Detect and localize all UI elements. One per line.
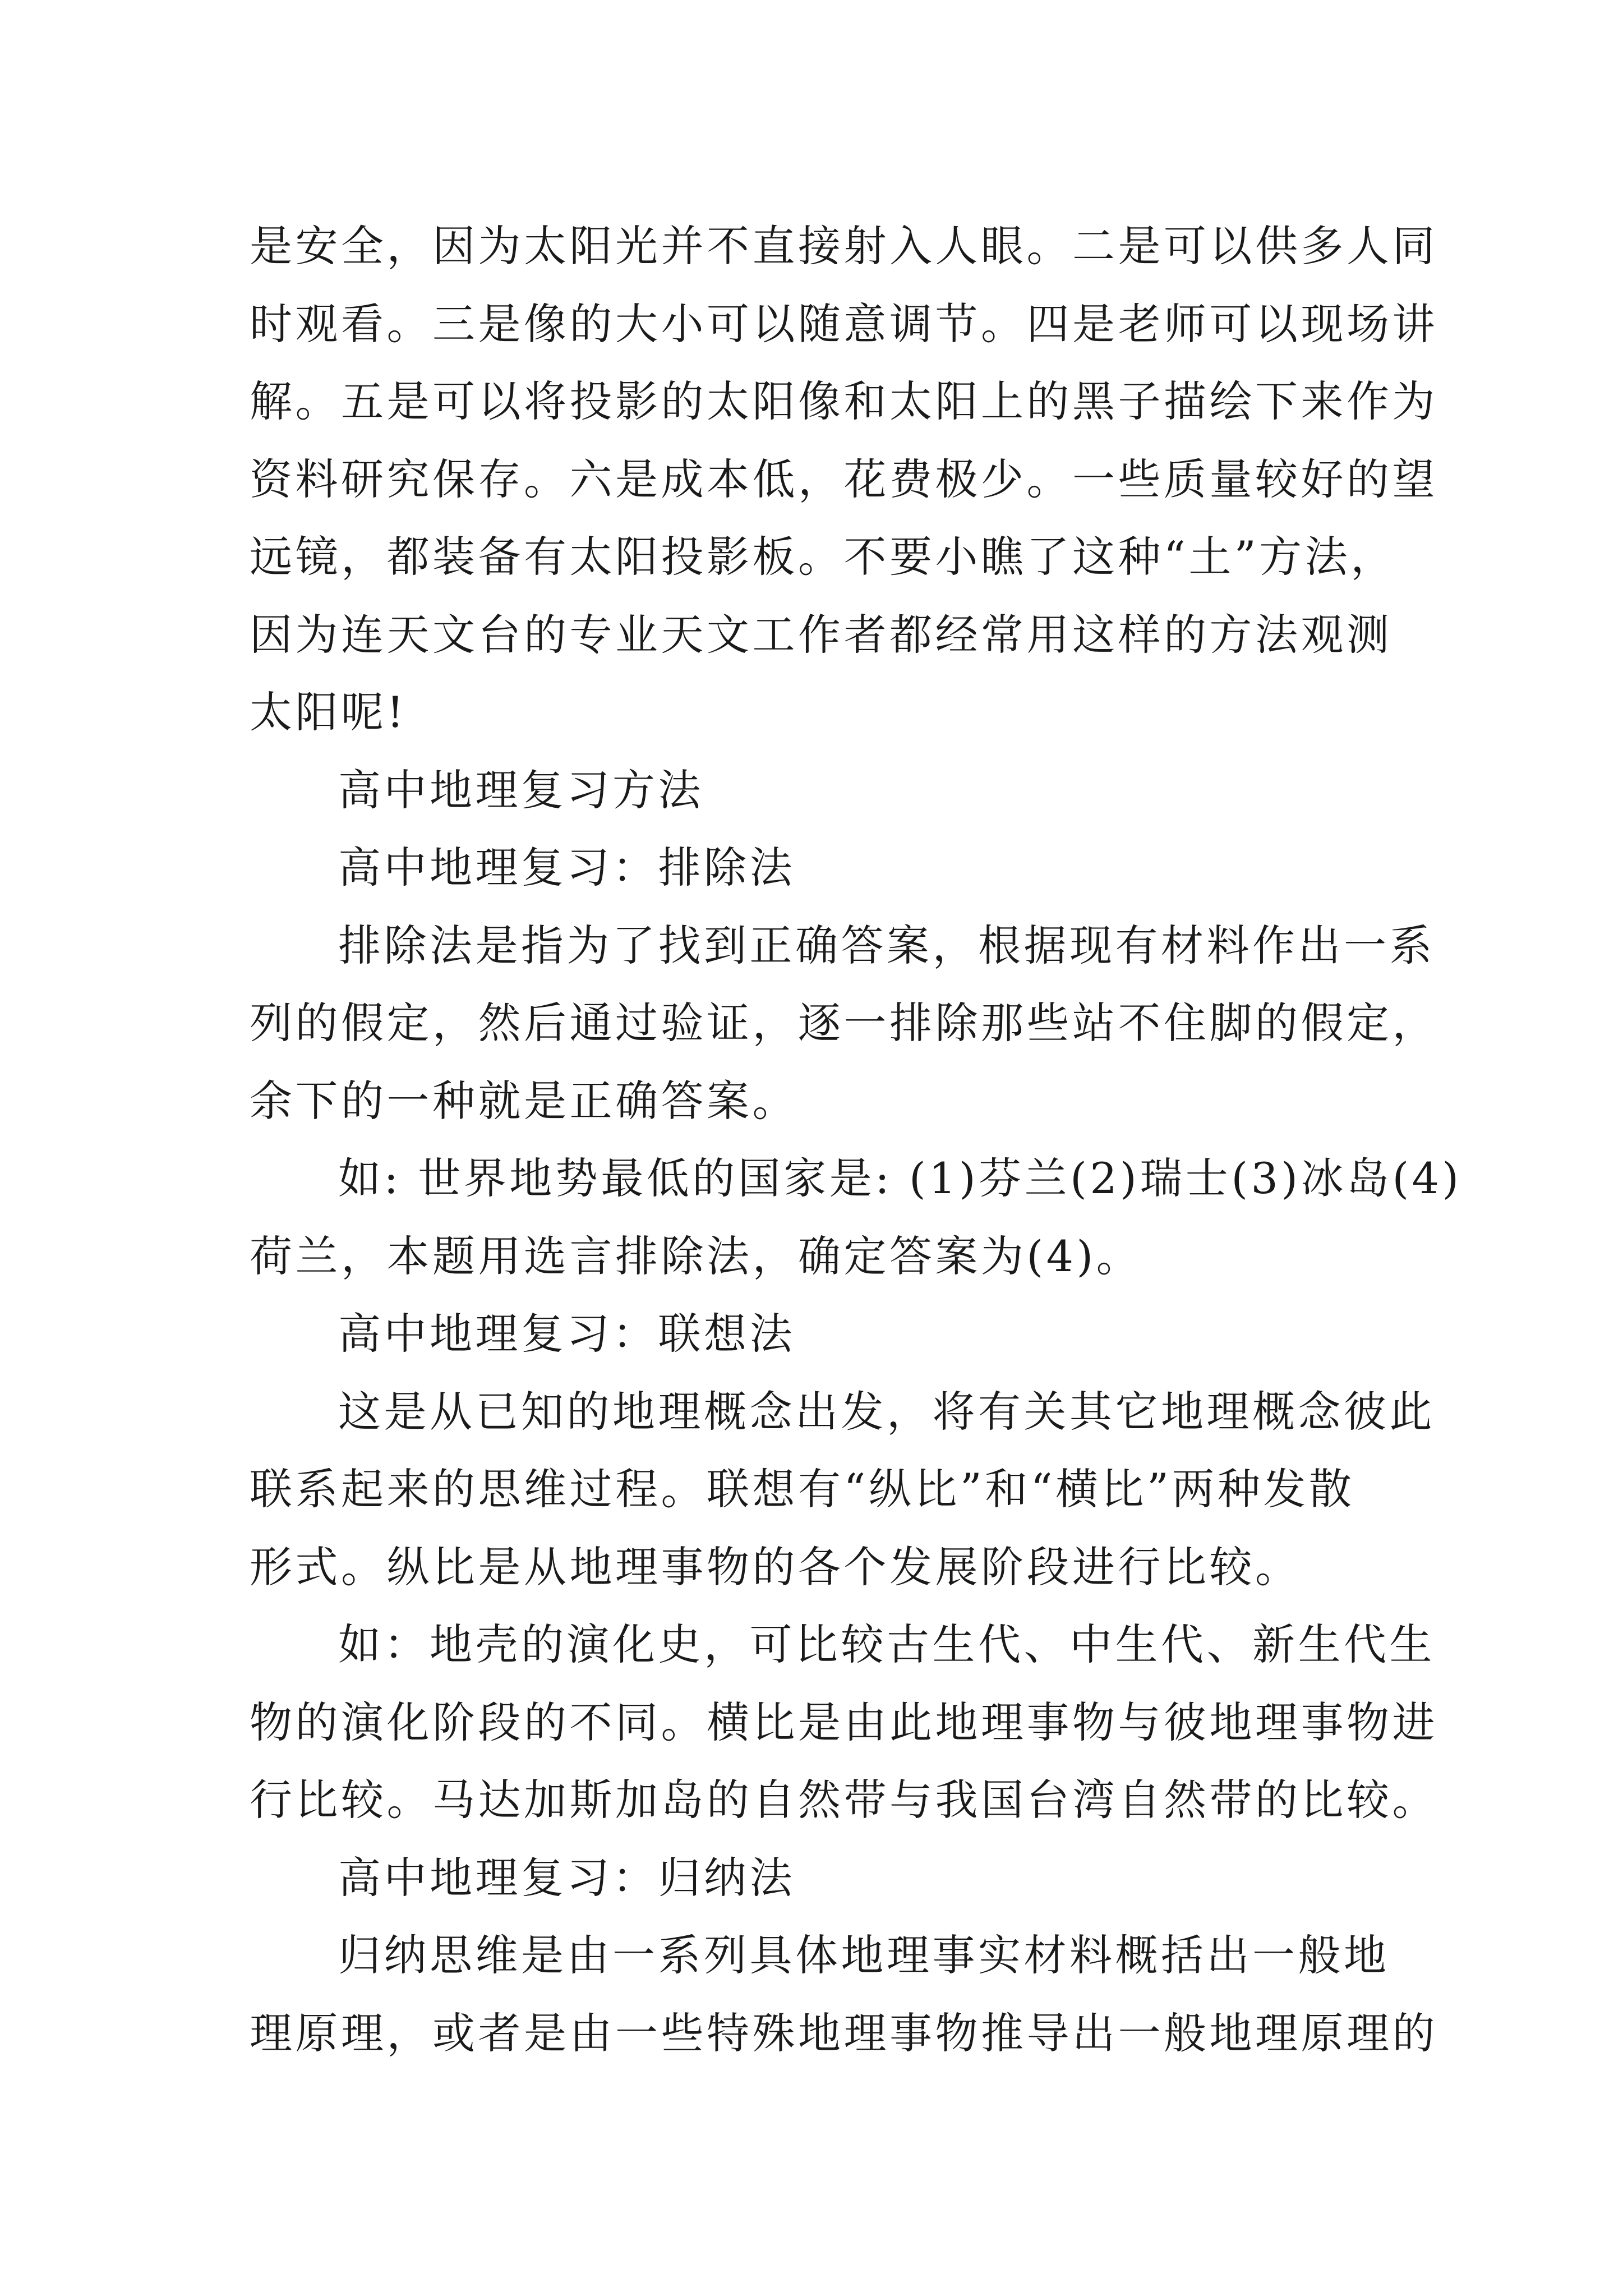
text-line: 联系起来的思维过程。联想有“纵比”和“横比”两种发散: [250, 1464, 1355, 1514]
paragraph-first-line: 如: 世界地势最低的国家是: (1)芬兰(2)瑞士(3)冰岛(4): [338, 1153, 1462, 1203]
text-line: 列的假定，然后通过验证，逐一排除那些站不住脚的假定，: [250, 998, 1438, 1048]
section-heading: 高中地理复习方法: [338, 765, 704, 815]
text-line: 物的演化阶段的不同。横比是由此地理事物与彼地理事物进: [250, 1697, 1438, 1747]
paragraph-first-line: 归纳思维是由一系列具体地理事实材料概括出一般地: [338, 1930, 1390, 1980]
document-body: [250, 208, 1462, 2072]
text-line: 太阳呢!: [250, 687, 407, 737]
section-heading: 高中地理复习：联想法: [338, 1309, 795, 1359]
paragraph-first-line: 这是从已知的地理概念出发，将有关其它地理概念彼此: [338, 1386, 1435, 1437]
section-heading: 高中地理复习：归纳法: [338, 1852, 795, 1903]
text-line: 理原理，或者是由一些特殊地理事物推导出一般地理原理的: [250, 2008, 1438, 2058]
section-heading: 高中地理复习：排除法: [338, 843, 795, 892]
text-line: 荷兰，本题用选言排除法，确定答案为(4)。: [250, 1231, 1142, 1281]
text-line: 是安全，因为太阳光并不直接射入人眼。二是可以供多人同: [250, 221, 1438, 271]
text-line: 解。五是可以将投影的太阳像和太阳上的黑子描绘下来作为: [250, 376, 1438, 426]
paragraph-first-line: 排除法是指为了找到正确答案，根据现有材料作出一系: [338, 920, 1435, 970]
text-line: 时观看。三是像的大小可以随意调节。四是老师可以现场讲: [250, 298, 1438, 349]
text-line: 因为连天文台的专业天文工作者都经常用这样的方法观测: [250, 609, 1393, 660]
text-line: 形式。纵比是从地理事物的各个发展阶段进行比较。: [250, 1542, 1301, 1592]
text-line: 资料研究保存。六是成本低，花费极少。一些质量较好的望: [250, 454, 1438, 504]
text-line: 远镜，都装备有太阳投影板。不要小瞧了这种“土”方法，: [250, 532, 1396, 582]
text-line: 行比较。马达加斯加岛的自然带与我国台湾自然带的比较。: [250, 1775, 1438, 1825]
text-line: 余下的一种就是正确答案。: [250, 1075, 798, 1126]
paragraph-first-line: 如：地壳的演化史，可比较古生代、中生代、新生代生: [338, 1619, 1435, 1669]
